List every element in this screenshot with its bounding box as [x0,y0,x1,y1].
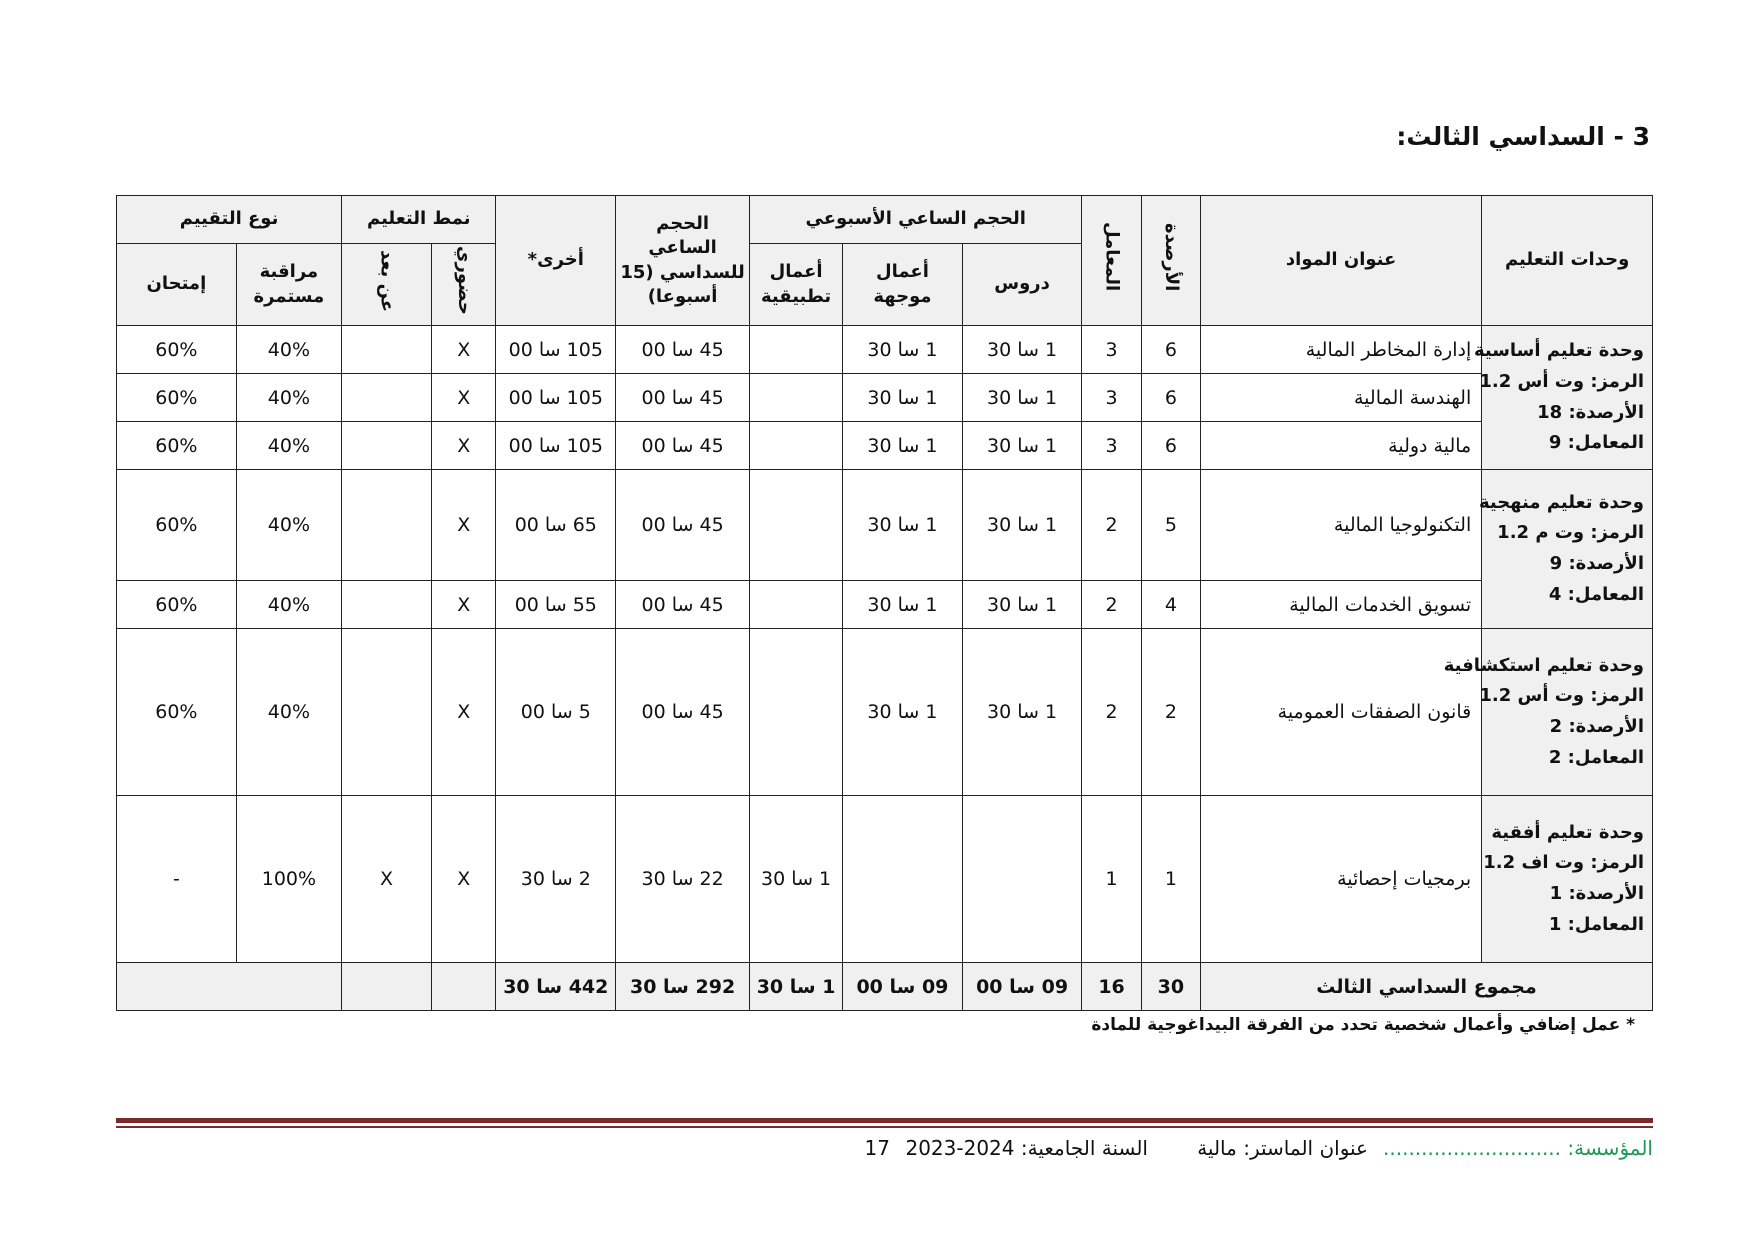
exam-cell: 60% [117,470,237,581]
distance-cell [342,422,432,470]
practical-cell [750,629,843,796]
semester-volume-cell: 45 سا 00 [616,470,750,581]
table-row [117,374,1653,422]
lecture-cell: 1 سا 30 [962,422,1082,470]
subject-title: مالية دولية [1201,422,1482,470]
table-row [117,581,1653,629]
subject-title: الهندسة المالية [1201,374,1482,422]
total-presential [432,963,496,1011]
header-coef: المعامل [1082,196,1141,326]
lecture-cell: 1 سا 30 [962,581,1082,629]
other-cell: 55 سا 00 [496,581,616,629]
distance-cell [342,629,432,796]
distance-cell [342,326,432,374]
section-title: 3 - السداسي الثالث: [1396,122,1650,151]
practical-cell [750,326,843,374]
lecture-cell: 1 سا 30 [962,470,1082,581]
credits-cell: 1 [1141,796,1200,963]
other-cell: 105 سا 00 [496,422,616,470]
lecture-cell: 1 سا 30 [962,326,1082,374]
tutorial-cell [843,796,963,963]
header-practical: أعمال تطبيقية [750,244,843,326]
credits-cell: 6 [1141,422,1200,470]
total-coef: 16 [1082,963,1141,1011]
credits-cell: 6 [1141,326,1200,374]
header-semester-volume: الحجم الساعي للسداسي (15 أسبوعا) [616,196,750,326]
other-cell: 5 سا 00 [496,629,616,796]
subject-title: تسويق الخدمات المالية [1201,581,1482,629]
unit-cell: وحدة تعليم استكشافية الرمز: وت أس 1.2 الأرصدة: 2 المعامل: 2 [1482,629,1653,796]
coef-cell: 2 [1082,470,1141,581]
semester-table [116,195,1653,1011]
semester-volume-cell: 22 سا 30 [616,796,750,963]
total-row [117,963,1653,1011]
table-row [117,470,1653,581]
header-continuous: مراقبة مستمرة [236,244,341,326]
semester-volume-cell: 45 سا 00 [616,629,750,796]
practical-cell: 1 سا 30 [750,796,843,963]
header-credits: الأرصدة [1141,196,1200,326]
other-cell: 105 سا 00 [496,326,616,374]
continuous-cell: 40% [236,629,341,796]
credits-cell: 6 [1141,374,1200,422]
practical-cell [750,422,843,470]
total-credits: 30 [1141,963,1200,1011]
distance-cell [342,470,432,581]
header-distance: عن بعد [342,244,432,326]
distance-cell: X [342,796,432,963]
tutorial-cell: 1 سا 30 [843,581,963,629]
continuous-cell: 40% [236,374,341,422]
total-other: 442 سا 30 [496,963,616,1011]
subject-title: إدارة المخاطر المالية [1201,326,1482,374]
tutorial-cell: 1 سا 30 [843,422,963,470]
total-lecture: 09 سا 00 [962,963,1082,1011]
other-cell: 105 سا 00 [496,374,616,422]
distance-cell [342,581,432,629]
other-cell: 65 سا 00 [496,470,616,581]
exam-cell: 60% [117,326,237,374]
coef-cell: 3 [1082,422,1141,470]
exam-cell: 60% [117,374,237,422]
presential-cell: X [432,581,496,629]
practical-cell [750,470,843,581]
coef-cell: 3 [1082,326,1141,374]
tutorial-cell: 1 سا 30 [843,470,963,581]
table-row [117,629,1653,796]
total-evaluation [117,963,342,1011]
table-row [117,326,1653,374]
practical-cell [750,374,843,422]
semester-volume-cell: 45 سا 00 [616,422,750,470]
continuous-cell: 40% [236,326,341,374]
footer-divider [116,1118,1653,1123]
subject-title: برمجيات إحصائية [1201,796,1482,963]
total-label: مجموع السداسي الثالث [1201,963,1653,1011]
distance-cell [342,374,432,422]
practical-cell [750,581,843,629]
header-exam: إمتحان [117,244,237,326]
footnote: * عمل إضافي وأعمال شخصية تحدد من الفرقة البيداغوجية للمادة [1091,1015,1635,1035]
total-tutorial: 09 سا 00 [843,963,963,1011]
presential-cell: X [432,796,496,963]
header-weekly: الحجم الساعي الأسبوعي [750,196,1082,244]
semester-volume-cell: 45 سا 00 [616,581,750,629]
page-number: 17 [864,1136,890,1160]
coef-cell: 2 [1082,581,1141,629]
unit-cell: وحدة تعليم منهجية الرمز: وت م 1.2 الأرصدة: 9 المعامل: 4 [1482,470,1653,629]
tutorial-cell: 1 سا 30 [843,374,963,422]
table-row [117,422,1653,470]
header-other: أخرى* [496,196,616,326]
presential-cell: X [432,422,496,470]
presential-cell: X [432,326,496,374]
continuous-cell: 100% [236,796,341,963]
coef-cell: 3 [1082,374,1141,422]
coef-cell: 1 [1082,796,1141,963]
footer-institution: المؤسسة: ............................ [1383,1136,1653,1160]
table-row [117,796,1653,963]
lecture-cell: 1 سا 30 [962,374,1082,422]
unit-cell: وحدة تعليم أساسية الرمز: وت أس 1.2 الأرصدة: 18 المعامل: 9 [1482,326,1653,470]
header-subject: عنوان المواد [1201,196,1482,326]
lecture-cell: 1 سا 30 [962,629,1082,796]
tutorial-cell: 1 سا 30 [843,629,963,796]
exam-cell: 60% [117,581,237,629]
credits-cell: 4 [1141,581,1200,629]
footer-academic-year: السنة الجامعية: 2024-2023 [905,1136,1148,1160]
coef-cell: 2 [1082,629,1141,796]
credits-cell: 2 [1141,629,1200,796]
header-lecture: دروس [962,244,1082,326]
header-presential: حضوري [432,244,496,326]
continuous-cell: 40% [236,422,341,470]
credits-cell: 5 [1141,470,1200,581]
footer-master-title: عنوان الماستر: مالية [1197,1136,1368,1160]
semester-volume-cell: 45 سا 00 [616,374,750,422]
total-semester-volume: 292 سا 30 [616,963,750,1011]
header-mode: نمط التعليم [342,196,496,244]
unit-cell: وحدة تعليم أفقية الرمز: وت اف 1.2 الأرصدة: 1 المعامل: 1 [1482,796,1653,963]
header-tutorial: أعمال موجهة [843,244,963,326]
semester-volume-cell: 45 سا 00 [616,326,750,374]
total-distance [342,963,432,1011]
continuous-cell: 40% [236,470,341,581]
total-practical: 1 سا 30 [750,963,843,1011]
subject-title: التكنولوجيا المالية [1201,470,1482,581]
presential-cell: X [432,374,496,422]
header-evaluation: نوع التقييم [117,196,342,244]
page-footer [116,1136,1653,1166]
other-cell: 2 سا 30 [496,796,616,963]
continuous-cell: 40% [236,581,341,629]
subject-title: قانون الصفقات العمومية [1201,629,1482,796]
presential-cell: X [432,629,496,796]
footer-divider-thin [116,1126,1653,1128]
tutorial-cell: 1 سا 30 [843,326,963,374]
exam-cell: 60% [117,422,237,470]
lecture-cell [962,796,1082,963]
header-unit: وحدات التعليم [1482,196,1653,326]
exam-cell: - [117,796,237,963]
exam-cell: 60% [117,629,237,796]
presential-cell: X [432,470,496,581]
